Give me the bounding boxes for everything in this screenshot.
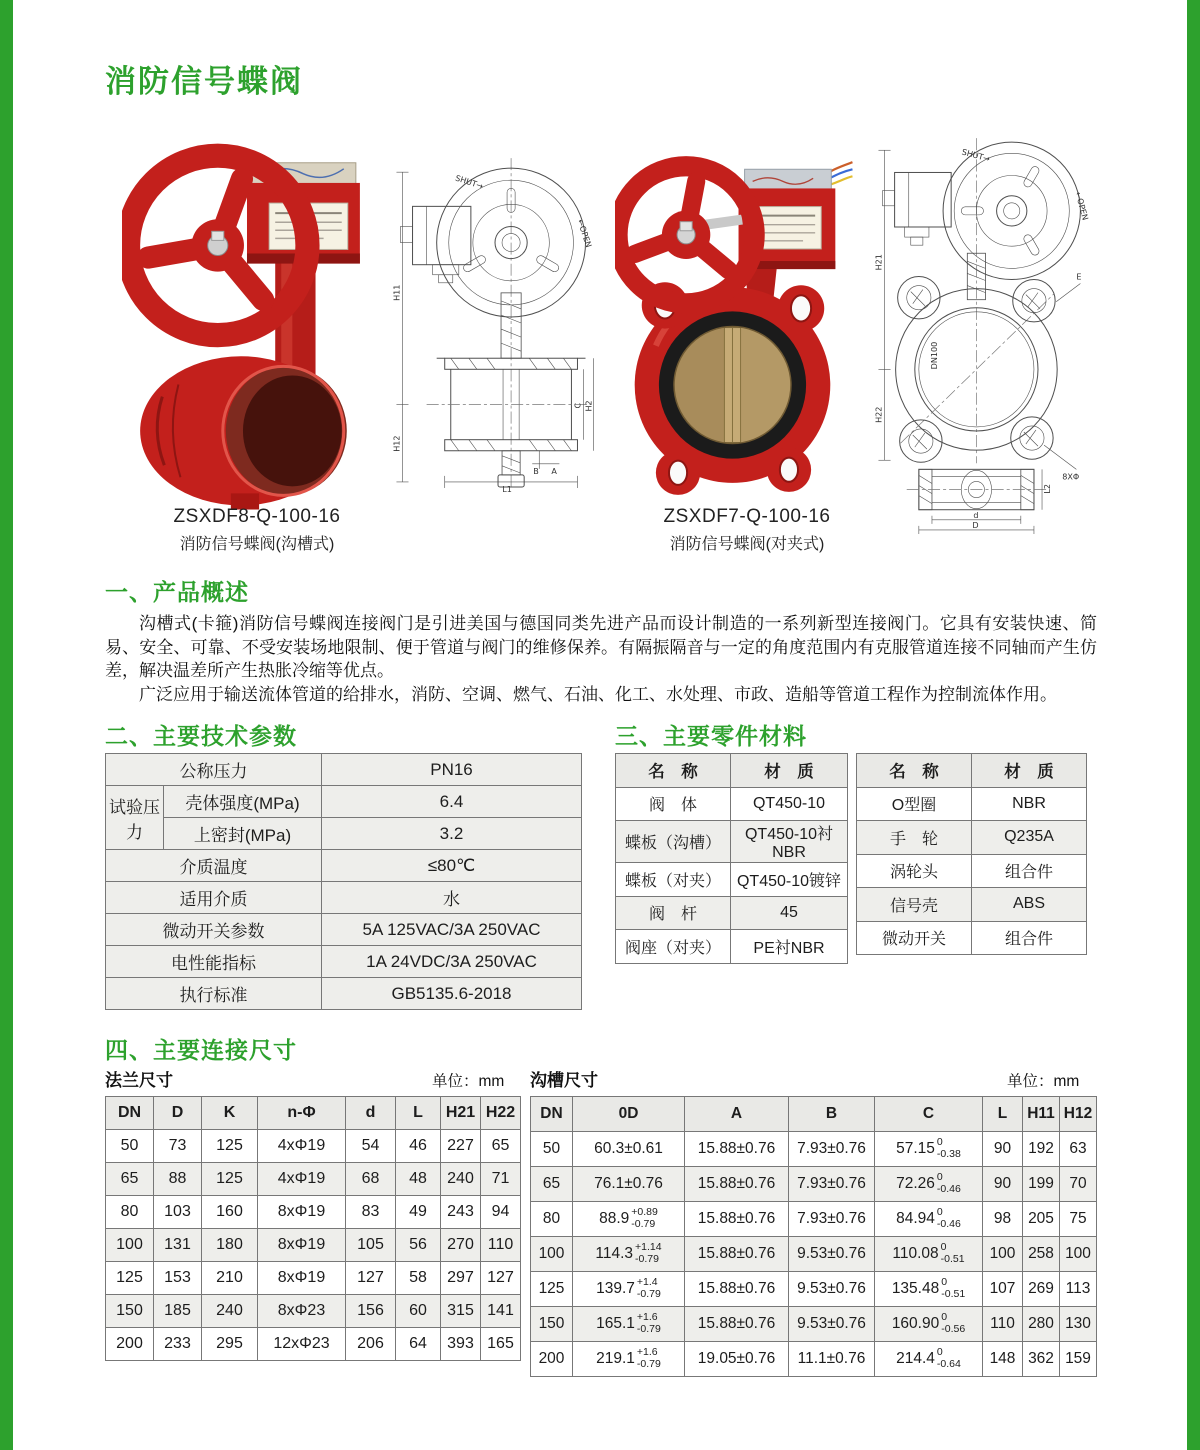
table-cell: 88 bbox=[154, 1163, 202, 1196]
table-row bbox=[857, 921, 1087, 955]
column-header: d bbox=[346, 1097, 396, 1130]
table-row bbox=[531, 1202, 1097, 1237]
table-cell: 73 bbox=[154, 1130, 202, 1163]
table-cell: 56 bbox=[396, 1229, 441, 1262]
table-cell: 60 bbox=[396, 1295, 441, 1328]
table-cell: 156 bbox=[346, 1295, 396, 1328]
table-cell: 15.88±0.76 bbox=[685, 1132, 789, 1167]
param-value: ≤80℃ bbox=[322, 850, 582, 882]
column-header: L bbox=[396, 1097, 441, 1130]
table-cell: ABS bbox=[972, 888, 1087, 922]
table-row bbox=[531, 1307, 1097, 1342]
table-cell: 100 bbox=[531, 1237, 573, 1272]
table-cell: 130 bbox=[1060, 1307, 1097, 1342]
table-cell: 4xΦ19 bbox=[258, 1163, 346, 1196]
flange-table-title: 法兰尺寸 bbox=[105, 1071, 173, 1090]
column-header: H21 bbox=[441, 1097, 481, 1130]
svg-text:L1: L1 bbox=[502, 484, 512, 494]
table-cell: 150 bbox=[106, 1295, 154, 1328]
table-cell: 127 bbox=[481, 1262, 521, 1295]
table-cell: 7.93±0.76 bbox=[789, 1132, 875, 1167]
table-cell: 206 bbox=[346, 1328, 396, 1361]
table-cell: 9.53±0.76 bbox=[789, 1272, 875, 1307]
table-row bbox=[616, 787, 848, 821]
column-header: DN bbox=[531, 1097, 573, 1132]
param-value: 1A 24VDC/3A 250VAC bbox=[322, 946, 582, 978]
table-cell: 280 bbox=[1023, 1307, 1060, 1342]
table-cell: 105 bbox=[346, 1229, 396, 1262]
table-cell: 160 bbox=[202, 1196, 258, 1229]
table-cell: 315 bbox=[441, 1295, 481, 1328]
table-row bbox=[857, 787, 1087, 821]
column-header: H22 bbox=[481, 1097, 521, 1130]
table-cell: 240 bbox=[202, 1295, 258, 1328]
table-cell: QT450-10衬NBR bbox=[731, 821, 848, 863]
table-row bbox=[106, 946, 582, 978]
table-row bbox=[531, 1342, 1097, 1377]
table-cell: 60.3±0.61 bbox=[573, 1132, 685, 1167]
section-heading-tech-params: 二、主要技术参数 bbox=[105, 723, 297, 749]
table-cell: 88.9 +0.89 -0.79 bbox=[573, 1202, 685, 1237]
table-cell: 125 bbox=[202, 1163, 258, 1196]
table-cell: 15.88±0.76 bbox=[685, 1237, 789, 1272]
table-cell: 65 bbox=[481, 1130, 521, 1163]
svg-text:SHUT→: SHUT→ bbox=[454, 173, 485, 191]
table-cell: 7.93±0.76 bbox=[789, 1167, 875, 1202]
column-header: 材 质 bbox=[731, 754, 848, 788]
flange-table-unit: 单位：mm bbox=[432, 1073, 505, 1090]
table-cell: 98 bbox=[983, 1202, 1023, 1237]
table-cell: 阀 杆 bbox=[616, 896, 731, 930]
table-row bbox=[857, 888, 1087, 922]
column-header: n-Φ bbox=[258, 1097, 346, 1130]
table-cell: 199 bbox=[1023, 1167, 1060, 1202]
groove-table-title: 沟槽尺寸 bbox=[530, 1071, 598, 1090]
table-cell: PE衬NBR bbox=[731, 930, 848, 964]
table-cell: 165 bbox=[481, 1328, 521, 1361]
table-cell: 阀座（对夹） bbox=[616, 930, 731, 964]
column-header: D bbox=[154, 1097, 202, 1130]
column-header: A bbox=[685, 1097, 789, 1132]
table-cell: 58 bbox=[396, 1262, 441, 1295]
table-cell: 269 bbox=[1023, 1272, 1060, 1307]
grooved-valve-drawing bbox=[388, 142, 600, 494]
table-cell: 7.93±0.76 bbox=[789, 1202, 875, 1237]
table-cell: 214.4 0 -0.64 bbox=[875, 1342, 983, 1377]
table-cell: 54 bbox=[346, 1130, 396, 1163]
table-cell: 100 bbox=[983, 1237, 1023, 1272]
table-cell: 64 bbox=[396, 1328, 441, 1361]
table-cell: QT450-10 bbox=[731, 787, 848, 821]
table-row bbox=[857, 821, 1087, 855]
section-heading-dimensions: 四、主要连接尺寸 bbox=[105, 1037, 297, 1063]
svg-text:D: D bbox=[972, 520, 979, 530]
table-cell: 125 bbox=[202, 1130, 258, 1163]
table-cell: 4xΦ19 bbox=[258, 1130, 346, 1163]
table-row bbox=[616, 930, 848, 964]
table-row bbox=[106, 1328, 521, 1361]
param-label: 执行标准 bbox=[106, 978, 322, 1010]
table-cell: 159 bbox=[1060, 1342, 1097, 1377]
table-row bbox=[857, 854, 1087, 888]
table-cell: 84.94 0 -0.46 bbox=[875, 1202, 983, 1237]
overview-text bbox=[105, 612, 1097, 706]
table-cell: 蝶板（沟槽） bbox=[616, 821, 731, 863]
table-cell: 100 bbox=[106, 1229, 154, 1262]
header-row bbox=[531, 1097, 1097, 1132]
column-header: 0D bbox=[573, 1097, 685, 1132]
model-number: ZSXDF8-Q-100-16 bbox=[173, 506, 341, 527]
column-header: K bbox=[202, 1097, 258, 1130]
table-cell: 蝶板（对夹） bbox=[616, 863, 731, 897]
table-cell: 127 bbox=[346, 1262, 396, 1295]
table-cell: 9.53±0.76 bbox=[789, 1307, 875, 1342]
table-cell: 63 bbox=[1060, 1132, 1097, 1167]
wafer-valve-photo bbox=[615, 136, 853, 504]
table-cell: 131 bbox=[154, 1229, 202, 1262]
table-cell: NBR bbox=[972, 787, 1087, 821]
svg-text:d: d bbox=[973, 510, 979, 520]
side-view bbox=[907, 469, 1052, 534]
param-value: 5A 125VAC/3A 250VAC bbox=[322, 914, 582, 946]
table-cell: 165.1 +1.6 -0.79 bbox=[573, 1307, 685, 1342]
table-row bbox=[531, 1237, 1097, 1272]
column-header: 名 称 bbox=[616, 754, 731, 788]
table-cell: 362 bbox=[1023, 1342, 1060, 1377]
param-label: 适用介质 bbox=[106, 882, 322, 914]
svg-text:DN100: DN100 bbox=[930, 341, 940, 370]
param-value: 3.2 bbox=[322, 818, 582, 850]
table-cell: 227 bbox=[441, 1130, 481, 1163]
left-accent-bar bbox=[0, 0, 13, 1450]
column-header: H12 bbox=[1060, 1097, 1097, 1132]
table-cell: 125 bbox=[106, 1262, 154, 1295]
handwheel-drawing bbox=[437, 168, 593, 317]
product-name: 消防信号蝶阀(沟槽式) bbox=[179, 536, 335, 553]
wafer-valve-caption bbox=[637, 506, 857, 554]
param-value: GB5135.6-2018 bbox=[322, 978, 582, 1010]
groove-table-unit: 单位：mm bbox=[1007, 1073, 1080, 1090]
column-header: B bbox=[789, 1097, 875, 1132]
table-cell: 94 bbox=[481, 1196, 521, 1229]
grooved-valve-caption bbox=[147, 506, 367, 554]
table-cell: 11.1±0.76 bbox=[789, 1342, 875, 1377]
table-cell: 200 bbox=[531, 1342, 573, 1377]
table-cell: 135.48 0 -0.51 bbox=[875, 1272, 983, 1307]
table-cell: 243 bbox=[441, 1196, 481, 1229]
header-row bbox=[616, 754, 848, 788]
table-cell: 8xΦ19 bbox=[258, 1196, 346, 1229]
param-label: 上密封(MPa) bbox=[164, 818, 322, 850]
table-cell: 141 bbox=[481, 1295, 521, 1328]
table-row bbox=[106, 1130, 521, 1163]
header-row bbox=[106, 1097, 521, 1130]
table-cell: 8xΦ23 bbox=[258, 1295, 346, 1328]
table-cell: 110 bbox=[983, 1307, 1023, 1342]
table-cell: 110.08 0 -0.51 bbox=[875, 1237, 983, 1272]
svg-text:SHUT→: SHUT→ bbox=[960, 147, 991, 164]
table-cell: 192 bbox=[1023, 1132, 1060, 1167]
svg-text:A: A bbox=[551, 466, 557, 476]
table-cell: 160.90 0 -0.56 bbox=[875, 1307, 983, 1342]
table-cell: 100 bbox=[1060, 1237, 1097, 1272]
table-cell: 297 bbox=[441, 1262, 481, 1295]
table-cell: O型圈 bbox=[857, 787, 972, 821]
param-label: 公称压力 bbox=[106, 754, 322, 786]
svg-text:8XΦ: 8XΦ bbox=[1062, 472, 1080, 482]
table-cell: 393 bbox=[441, 1328, 481, 1361]
table-row bbox=[531, 1272, 1097, 1307]
section-heading-overview: 一、产品概述 bbox=[105, 579, 249, 605]
table-row bbox=[106, 914, 582, 946]
table-cell: 信号壳 bbox=[857, 888, 972, 922]
table-cell: 75 bbox=[1060, 1202, 1097, 1237]
handwheel-drawing bbox=[943, 142, 1090, 279]
table-cell: 组合件 bbox=[972, 854, 1087, 888]
param-label: 微动开关参数 bbox=[106, 914, 322, 946]
table-cell: 19.05±0.76 bbox=[685, 1342, 789, 1377]
table-cell: 150 bbox=[531, 1307, 573, 1342]
column-header: DN bbox=[106, 1097, 154, 1130]
table-cell: 涡轮头 bbox=[857, 854, 972, 888]
table-row bbox=[616, 896, 848, 930]
table-row bbox=[106, 1163, 521, 1196]
column-header: 名 称 bbox=[857, 754, 972, 788]
tech-params-table bbox=[105, 753, 582, 1010]
header-row bbox=[857, 754, 1087, 788]
table-cell: 15.88±0.76 bbox=[685, 1202, 789, 1237]
column-header: H11 bbox=[1023, 1097, 1060, 1132]
table-cell: 45 bbox=[731, 896, 848, 930]
table-cell: 113 bbox=[1060, 1272, 1097, 1307]
table-row bbox=[531, 1167, 1097, 1202]
svg-text:←OPEN: ←OPEN bbox=[1073, 190, 1090, 222]
param-value: 水 bbox=[322, 882, 582, 914]
dimension-lines bbox=[392, 172, 593, 494]
table-cell: 8xΦ19 bbox=[258, 1262, 346, 1295]
table-cell: 手 轮 bbox=[857, 821, 972, 855]
table-cell: 210 bbox=[202, 1262, 258, 1295]
table-cell: 185 bbox=[154, 1295, 202, 1328]
svg-text:H11: H11 bbox=[392, 284, 402, 301]
svg-text:B: B bbox=[533, 466, 539, 476]
table-cell: 80 bbox=[106, 1196, 154, 1229]
table-cell: 76.1±0.76 bbox=[573, 1167, 685, 1202]
svg-text:C: C bbox=[573, 402, 583, 409]
table-cell: 阀 体 bbox=[616, 787, 731, 821]
column-header: L bbox=[983, 1097, 1023, 1132]
table-cell: 103 bbox=[154, 1196, 202, 1229]
table-row bbox=[106, 818, 582, 850]
param-group-label: 试验压力 bbox=[106, 786, 164, 850]
svg-text:H21: H21 bbox=[874, 254, 884, 271]
table-cell: 49 bbox=[396, 1196, 441, 1229]
table-cell: 114.3 +1.14 -0.79 bbox=[573, 1237, 685, 1272]
table-cell: 65 bbox=[531, 1167, 573, 1202]
table-cell: 8xΦ19 bbox=[258, 1229, 346, 1262]
table-cell: 295 bbox=[202, 1328, 258, 1361]
table-cell: 70 bbox=[1060, 1167, 1097, 1202]
handwheel bbox=[618, 166, 755, 303]
page-title: 消防信号蝶阀 bbox=[105, 64, 303, 99]
svg-text:L2: L2 bbox=[1043, 483, 1053, 494]
table-row bbox=[106, 1262, 521, 1295]
grooved-valve-photo bbox=[122, 126, 374, 510]
table-row bbox=[106, 1196, 521, 1229]
table-row bbox=[106, 1229, 521, 1262]
overview-paragraph-1: 沟槽式(卡箍)消防信号蝶阀连接阀门是引进美国与德国同类先进产品而设计制造的一系列新型连接阀门。它具有安装快速、简易、安全、可靠、不受安装场地限制、便于管道与阀门的维修保养。有隔振隔音与一定的角度范围内有克服管道连接不同轴而产生仿差，解决温差所产生热胀冷缩等优点。 bbox=[105, 614, 1097, 680]
table-cell: 71 bbox=[481, 1163, 521, 1196]
table-cell: 组合件 bbox=[972, 921, 1087, 955]
table-row bbox=[106, 978, 582, 1010]
table-row bbox=[106, 882, 582, 914]
table-cell: 48 bbox=[396, 1163, 441, 1196]
table-cell: 125 bbox=[531, 1272, 573, 1307]
table-cell: 12xΦ23 bbox=[258, 1328, 346, 1361]
table-cell: 15.88±0.76 bbox=[685, 1307, 789, 1342]
svg-text:H22: H22 bbox=[874, 406, 884, 423]
wafer-valve-drawing bbox=[868, 124, 1106, 538]
table-cell: 200 bbox=[106, 1328, 154, 1361]
param-value: 6.4 bbox=[322, 786, 582, 818]
table-cell: 205 bbox=[1023, 1202, 1060, 1237]
table-cell: 107 bbox=[983, 1272, 1023, 1307]
table-cell: 110 bbox=[481, 1229, 521, 1262]
svg-text:E: E bbox=[1076, 272, 1082, 282]
table-cell: 139.7 +1.4 -0.79 bbox=[573, 1272, 685, 1307]
table-cell: Q235A bbox=[972, 821, 1087, 855]
right-accent-bar bbox=[1187, 0, 1200, 1450]
table-cell: 258 bbox=[1023, 1237, 1060, 1272]
param-label: 壳体强度(MPa) bbox=[164, 786, 322, 818]
svg-text:H12: H12 bbox=[392, 435, 402, 452]
table-cell: 270 bbox=[441, 1229, 481, 1262]
table-cell: 微动开关 bbox=[857, 921, 972, 955]
svg-text:H2: H2 bbox=[584, 400, 594, 412]
overview-paragraph-2: 广泛应用于输送流体管道的给排水，消防、空调、燃气、石油、化工、水处理、市政、造船等管道工程作为控制流体作用。 bbox=[139, 684, 1057, 704]
table-cell: 233 bbox=[154, 1328, 202, 1361]
param-value: PN16 bbox=[322, 754, 582, 786]
table-row bbox=[106, 754, 582, 786]
column-header: 材 质 bbox=[972, 754, 1087, 788]
materials-table-right bbox=[856, 753, 1087, 955]
flange-dimension-table bbox=[105, 1096, 521, 1361]
table-cell: 65 bbox=[106, 1163, 154, 1196]
table-cell: 50 bbox=[106, 1130, 154, 1163]
table-cell: 72.26 0 -0.46 bbox=[875, 1167, 983, 1202]
table-cell: 80 bbox=[531, 1202, 573, 1237]
table-cell: 46 bbox=[396, 1130, 441, 1163]
table-row bbox=[616, 821, 848, 863]
materials-table-left bbox=[615, 753, 848, 964]
param-label: 电性能指标 bbox=[106, 946, 322, 978]
table-cell: 50 bbox=[531, 1132, 573, 1167]
model-number: ZSXDF7-Q-100-16 bbox=[663, 506, 831, 527]
svg-text:←OPEN: ←OPEN bbox=[575, 218, 594, 249]
table-cell: 148 bbox=[983, 1342, 1023, 1377]
table-cell: 68 bbox=[346, 1163, 396, 1196]
table-cell: 219.1 +1.6 -0.79 bbox=[573, 1342, 685, 1377]
table-cell: 9.53±0.76 bbox=[789, 1237, 875, 1272]
groove-dimension-table bbox=[530, 1096, 1097, 1377]
table-row bbox=[106, 1295, 521, 1328]
table-cell: 90 bbox=[983, 1167, 1023, 1202]
table-cell: QT450-10镀锌 bbox=[731, 863, 848, 897]
table-row bbox=[531, 1132, 1097, 1167]
table-row bbox=[106, 850, 582, 882]
table-cell: 180 bbox=[202, 1229, 258, 1262]
section-heading-materials: 三、主要零件材料 bbox=[615, 723, 807, 749]
column-header: C bbox=[875, 1097, 983, 1132]
table-row bbox=[106, 786, 582, 818]
param-label: 介质温度 bbox=[106, 850, 322, 882]
table-cell: 15.88±0.76 bbox=[685, 1167, 789, 1202]
table-cell: 15.88±0.76 bbox=[685, 1272, 789, 1307]
table-cell: 153 bbox=[154, 1262, 202, 1295]
table-cell: 83 bbox=[346, 1196, 396, 1229]
table-cell: 90 bbox=[983, 1132, 1023, 1167]
table-cell: 57.15 0 -0.38 bbox=[875, 1132, 983, 1167]
table-row bbox=[616, 863, 848, 897]
product-name: 消防信号蝶阀(对夹式) bbox=[669, 536, 825, 553]
table-cell: 240 bbox=[441, 1163, 481, 1196]
